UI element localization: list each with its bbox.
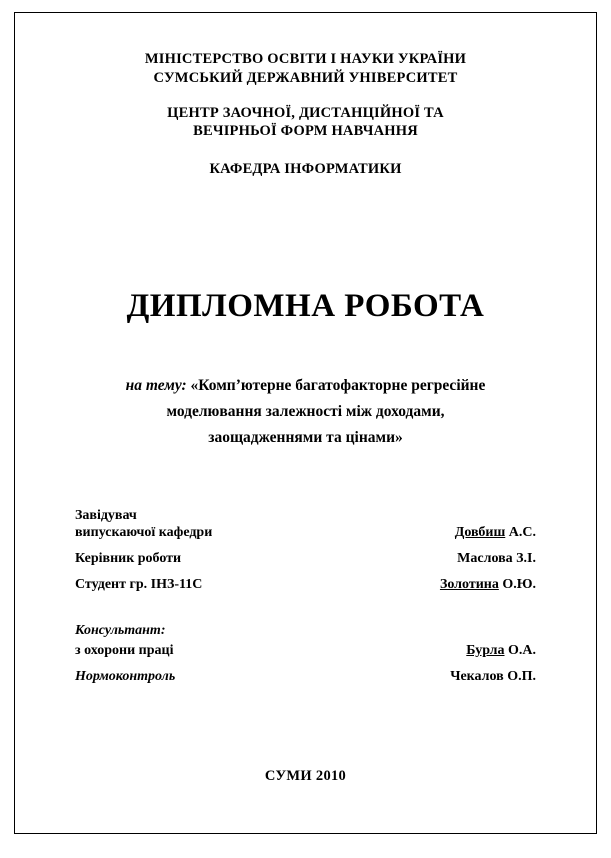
center-name-group <box>75 104 536 140</box>
signature-role-line-1: Студент гр. ІНЗ-11С <box>75 577 203 592</box>
signature-role <box>75 576 202 593</box>
document-page <box>14 12 597 834</box>
normcontrol-row <box>75 668 536 685</box>
signature-row <box>75 550 536 567</box>
signature-name-rest: Маслова З.І. <box>457 551 536 566</box>
signature-name-underlined: Золотина <box>439 577 499 592</box>
consultant-name <box>466 643 536 659</box>
center-line-1: ЦЕНТР ЗАОЧНОЇ, ДИСТАНЦІЙНОЇ ТА <box>167 105 444 121</box>
subject-lead: на тему: <box>125 377 187 394</box>
title-page-header <box>75 50 536 178</box>
signature-row <box>75 507 536 541</box>
department-group <box>75 160 536 178</box>
signature-name <box>457 551 536 567</box>
signature-name <box>440 577 536 593</box>
subject-line-2: моделювання залежності між доходами, <box>166 403 445 420</box>
signature-name-rest: О.Ю. <box>498 577 536 592</box>
consultant-row <box>75 642 536 659</box>
consultant-role: з охорони праці <box>75 643 174 658</box>
consultant-name-underlined: Бурла <box>466 643 505 658</box>
normcontrol-name: Чекалов О.П. <box>450 669 536 684</box>
document-title: ДИПЛОМНА РОБОТА <box>126 288 485 324</box>
signature-name-underlined: Довбиш <box>454 525 506 540</box>
consultant-name-rest: О.А. <box>504 643 536 658</box>
normcontrol-role: Нормоконтроль <box>75 669 176 684</box>
signature-list <box>75 507 536 593</box>
consultant-heading: Консультант: <box>75 623 166 638</box>
signature-role-line-1: Завідувач <box>75 508 137 523</box>
university-line: СУМСЬКИЙ ДЕРЖАВНИЙ УНІВЕРСИТЕТ <box>153 70 458 86</box>
signature-role <box>75 550 181 567</box>
consultant-block <box>75 623 536 685</box>
center-line-2: ВЕЧІРНЬОЇ ФОРМ НАВЧАННЯ <box>193 123 418 139</box>
subject-line-1: «Комп’ютерне багатофакторне регресійне <box>190 377 486 394</box>
page-content <box>15 13 596 833</box>
signature-row <box>75 576 536 593</box>
department-line: КАФЕДРА ІНФОРМАТИКИ <box>209 161 402 177</box>
signature-role-line-1: Керівник роботи <box>75 551 182 566</box>
city-year-footer: СУМИ 2010 <box>264 768 347 784</box>
document-subject <box>75 373 536 451</box>
signature-name-rest: А.С. <box>505 525 536 540</box>
signature-role <box>75 507 212 541</box>
subject-line-3: заощадженнями та цінами» <box>208 429 403 446</box>
signature-role-line-2: випускаючої кафедри <box>75 525 213 540</box>
signature-name <box>455 525 536 541</box>
ministry-line: МІНІСТЕРСТВО ОСВІТИ І НАУКИ УКРАЇНИ <box>144 51 467 67</box>
